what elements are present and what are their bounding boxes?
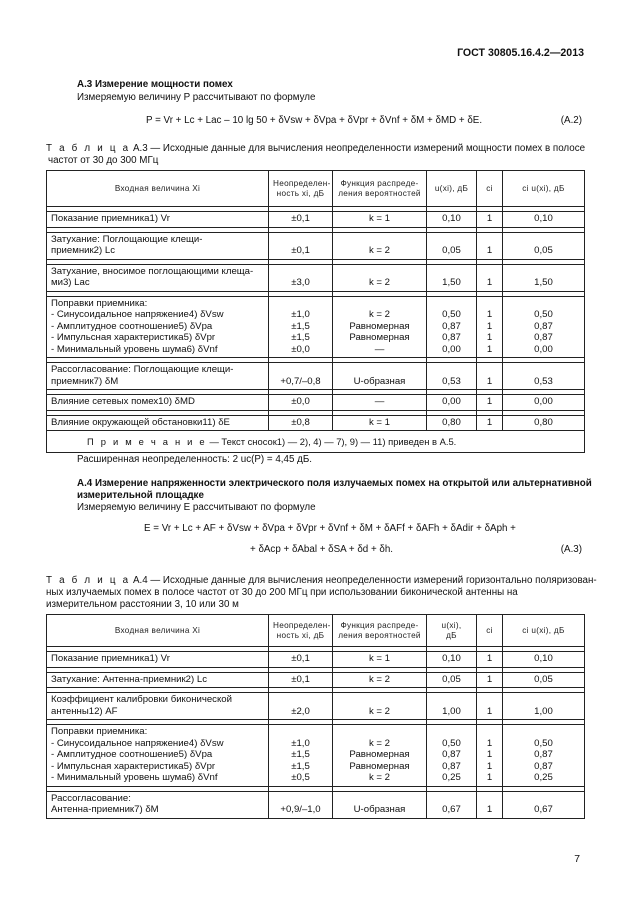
cell-distribution: k = 1: [333, 652, 427, 668]
cell-uncertainty: ±3,0: [269, 264, 333, 291]
cell-distribution: k = 1: [333, 415, 427, 431]
caption-line-1: А.3 — Исходные данные для вычисления неопределенности измерений мощности помех в полосе: [132, 143, 586, 154]
cell-distribution: k = 2: [333, 232, 427, 259]
cell-cu: 0,53: [503, 363, 585, 390]
cell-uncertainty: ±0,0: [269, 395, 333, 411]
col-header-distribution: Функция распреде- ления вероятностей: [333, 615, 427, 647]
cell-cu: 0,80: [503, 415, 585, 431]
cell-c: 1 1 1 1: [477, 725, 503, 787]
cell-u: 0,00: [427, 395, 477, 411]
cell-uncertainty: ±1,0 ±1,5 ±1,5 ±0,5: [269, 725, 333, 787]
cell-c: 1: [477, 212, 503, 228]
section-a4-title: А.4 Измерение напряженности электрического поля излучаемых помех на открытой или альтернативной измерительной площадке: [77, 478, 592, 501]
cell-c: 1: [477, 672, 503, 688]
col-header-uncertainty: Неопределен- ность xi, дБ: [269, 171, 333, 207]
col-header-cu: ci u(xi), дБ: [503, 615, 585, 647]
cell-uncertainty: ±0,8: [269, 415, 333, 431]
table-a4-caption: [46, 575, 597, 610]
cell-c: 1: [477, 363, 503, 390]
caption-prefix: Т а б л и ц а: [46, 575, 131, 586]
table-row: [47, 725, 585, 787]
cell-distribution: —: [333, 395, 427, 411]
cell-distribution: k = 2: [333, 693, 427, 720]
cell-input: Рассогласование: Поглощающие клещи- приемник7) δM: [47, 363, 269, 390]
cell-uncertainty: ±0,1: [269, 232, 333, 259]
cell-distribution: U-образная: [333, 363, 427, 390]
cell-cu: 1,00: [503, 693, 585, 720]
cell-u: 0,67: [427, 791, 477, 818]
cell-uncertainty: ±1,0 ±1,5 ±1,5 ±0,0: [269, 296, 333, 358]
caption-line-2: ных излучаемых помех в полосе частот от 30 до 200 МГц при использовании биконической антенны на: [46, 586, 518, 598]
table-row: [47, 264, 585, 291]
section-a3-intro: Измеряемую величину P рассчитывают по формуле: [77, 92, 316, 103]
table-row: [47, 693, 585, 720]
col-header-u: u(xi), дБ: [427, 171, 477, 207]
cell-input: Рассогласование: Антенна-приемник7) δM: [47, 791, 269, 818]
cell-cu: 0,67: [503, 791, 585, 818]
table-row: [47, 415, 585, 431]
cell-c: 1: [477, 232, 503, 259]
cell-cu: 0,50 0,87 0,87 0,00: [503, 296, 585, 358]
cell-input: Коэффициент калибровки биконической антенны12) AF: [47, 693, 269, 720]
cell-c: 1 1 1 1: [477, 296, 503, 358]
note-prefix: П р и м е ч а н и е: [87, 436, 207, 447]
cell-cu: 0,10: [503, 652, 585, 668]
col-header-c: ci: [477, 171, 503, 207]
expanded-uncertainty-a3: Расширенная неопределенность: 2 uc(P) = 4,45 дБ.: [77, 454, 312, 465]
cell-uncertainty: ±0,1: [269, 672, 333, 688]
table-row: [47, 652, 585, 668]
col-header-c: ci: [477, 615, 503, 647]
table-row: [47, 296, 585, 358]
cell-u: 1,00: [427, 693, 477, 720]
table-row: [47, 395, 585, 411]
caption-prefix: Т а б л и ц а: [46, 143, 131, 154]
cell-input: Поправки приемника: - Синусоидальное напряжение4) δVsw - Амплитудное соотношение5) δVpa - Импульсная характеристика5) δVpr - Минимальный уровень шума6) δVnf: [47, 725, 269, 787]
table-row: [47, 212, 585, 228]
cell-input: Затухание: Антенна-приемник2) Lc: [47, 672, 269, 688]
cell-input: Затухание: Поглощающие клещи- приемник2) Lc: [47, 232, 269, 259]
cell-cu: 0,05: [503, 232, 585, 259]
col-header-cu: ci u(xi), дБ: [503, 171, 585, 207]
cell-input: Показание приемника1) Vr: [47, 212, 269, 228]
table-a3: [46, 170, 585, 453]
cell-distribution: k = 2: [333, 264, 427, 291]
cell-distribution: k = 2: [333, 672, 427, 688]
table-a3-caption: [46, 143, 585, 167]
caption-line-3: измерительном расстоянии 3, 10 или 30 м: [46, 598, 239, 610]
cell-uncertainty: +0,7/–0,8: [269, 363, 333, 390]
cell-uncertainty: +0,9/–1,0: [269, 791, 333, 818]
table-row: [47, 672, 585, 688]
standard-header: ГОСТ 30805.16.4.2—2013: [457, 47, 584, 59]
col-header-input: Входная величина Xi: [47, 615, 269, 647]
col-header-distribution: Функция распреде- ления вероятностей: [333, 171, 427, 207]
cell-cu: 0,00: [503, 395, 585, 411]
table-row: [47, 791, 585, 818]
cell-c: 1: [477, 264, 503, 291]
cell-cu: 1,50: [503, 264, 585, 291]
caption-line-1: А.4 — Исходные данные для вычисления неопределенности измерений горизонтально поляризован-: [132, 575, 597, 586]
cell-u: 0,50 0,87 0,87 0,25: [427, 725, 477, 787]
col-header-input: Входная величина Xi: [47, 171, 269, 207]
col-header-u: u(xi), дБ: [427, 615, 477, 647]
col-header-uncertainty: Неопределен- ность xi, дБ: [269, 615, 333, 647]
formula-a2: P = Vr + Lc + Lac – 10 lg 50 + δVsw + δVpa + δVpr + δVnf + δM + δMD + δE.: [146, 115, 483, 126]
cell-c: 1: [477, 652, 503, 668]
cell-c: 1: [477, 395, 503, 411]
cell-u: 0,50 0,87 0,87 0,00: [427, 296, 477, 358]
cell-u: 0,53: [427, 363, 477, 390]
cell-input: Влияние окружающей обстановки11) δE: [47, 415, 269, 431]
cell-u: 0,10: [427, 652, 477, 668]
cell-distribution: U-образная: [333, 791, 427, 818]
cell-input: Затухание, вносимое поглощающими клеща- ми3) Lac: [47, 264, 269, 291]
caption-line-2: частот от 30 до 300 МГц: [48, 154, 159, 166]
cell-u: 0,10: [427, 212, 477, 228]
cell-input: Влияние сетевых помех10) δMD: [47, 395, 269, 411]
eq-label-a3: (А.3): [560, 544, 582, 555]
cell-uncertainty: ±0,1: [269, 212, 333, 228]
cell-cu: 0,50 0,87 0,87 0,25: [503, 725, 585, 787]
table-a4: [46, 614, 585, 819]
cell-distribution: k = 2 Равномерная Равномерная —: [333, 296, 427, 358]
cell-input: Показание приемника1) Vr: [47, 652, 269, 668]
cell-distribution: k = 1: [333, 212, 427, 228]
cell-uncertainty: ±0,1: [269, 652, 333, 668]
cell-c: 1: [477, 693, 503, 720]
cell-u: 0,80: [427, 415, 477, 431]
cell-u: 0,05: [427, 232, 477, 259]
formula-a3-line1: E = Vr + Lc + AF + δVsw + δVpa + δVpr + δVnf + δM + δAFf + δAFh + δAdir + δAph +: [144, 523, 516, 534]
cell-cu: 0,10: [503, 212, 585, 228]
cell-distribution: k = 2 Равномерная Равномерная k = 2: [333, 725, 427, 787]
section-a3-title: А.3 Измерение мощности помех: [77, 79, 233, 90]
cell-c: 1: [477, 791, 503, 818]
table-row: [47, 232, 585, 259]
section-a4-intro: Измеряемую величину E рассчитывают по формуле: [77, 502, 316, 513]
cell-u: 1,50: [427, 264, 477, 291]
table-a3-note: [47, 431, 585, 453]
note-text: — Текст сносок1) — 2), 4) — 7), 9) — 11) приведен в А.5.: [209, 436, 457, 447]
cell-uncertainty: ±2,0: [269, 693, 333, 720]
cell-input: Поправки приемника: - Синусоидальное напряжение4) δVsw - Амплитудное соотношение5) δVpa - Импульсная характеристика5) δVpr - Минимальный уровень шума6) δVnf: [47, 296, 269, 358]
formula-a3-line2: + δAcp + δAbal + δSA + δd + δh.: [250, 544, 394, 555]
eq-label-a2: (А.2): [560, 115, 582, 126]
cell-cu: 0,05: [503, 672, 585, 688]
cell-u: 0,05: [427, 672, 477, 688]
page-number: 7: [574, 853, 580, 865]
table-row: [47, 363, 585, 390]
cell-c: 1: [477, 415, 503, 431]
